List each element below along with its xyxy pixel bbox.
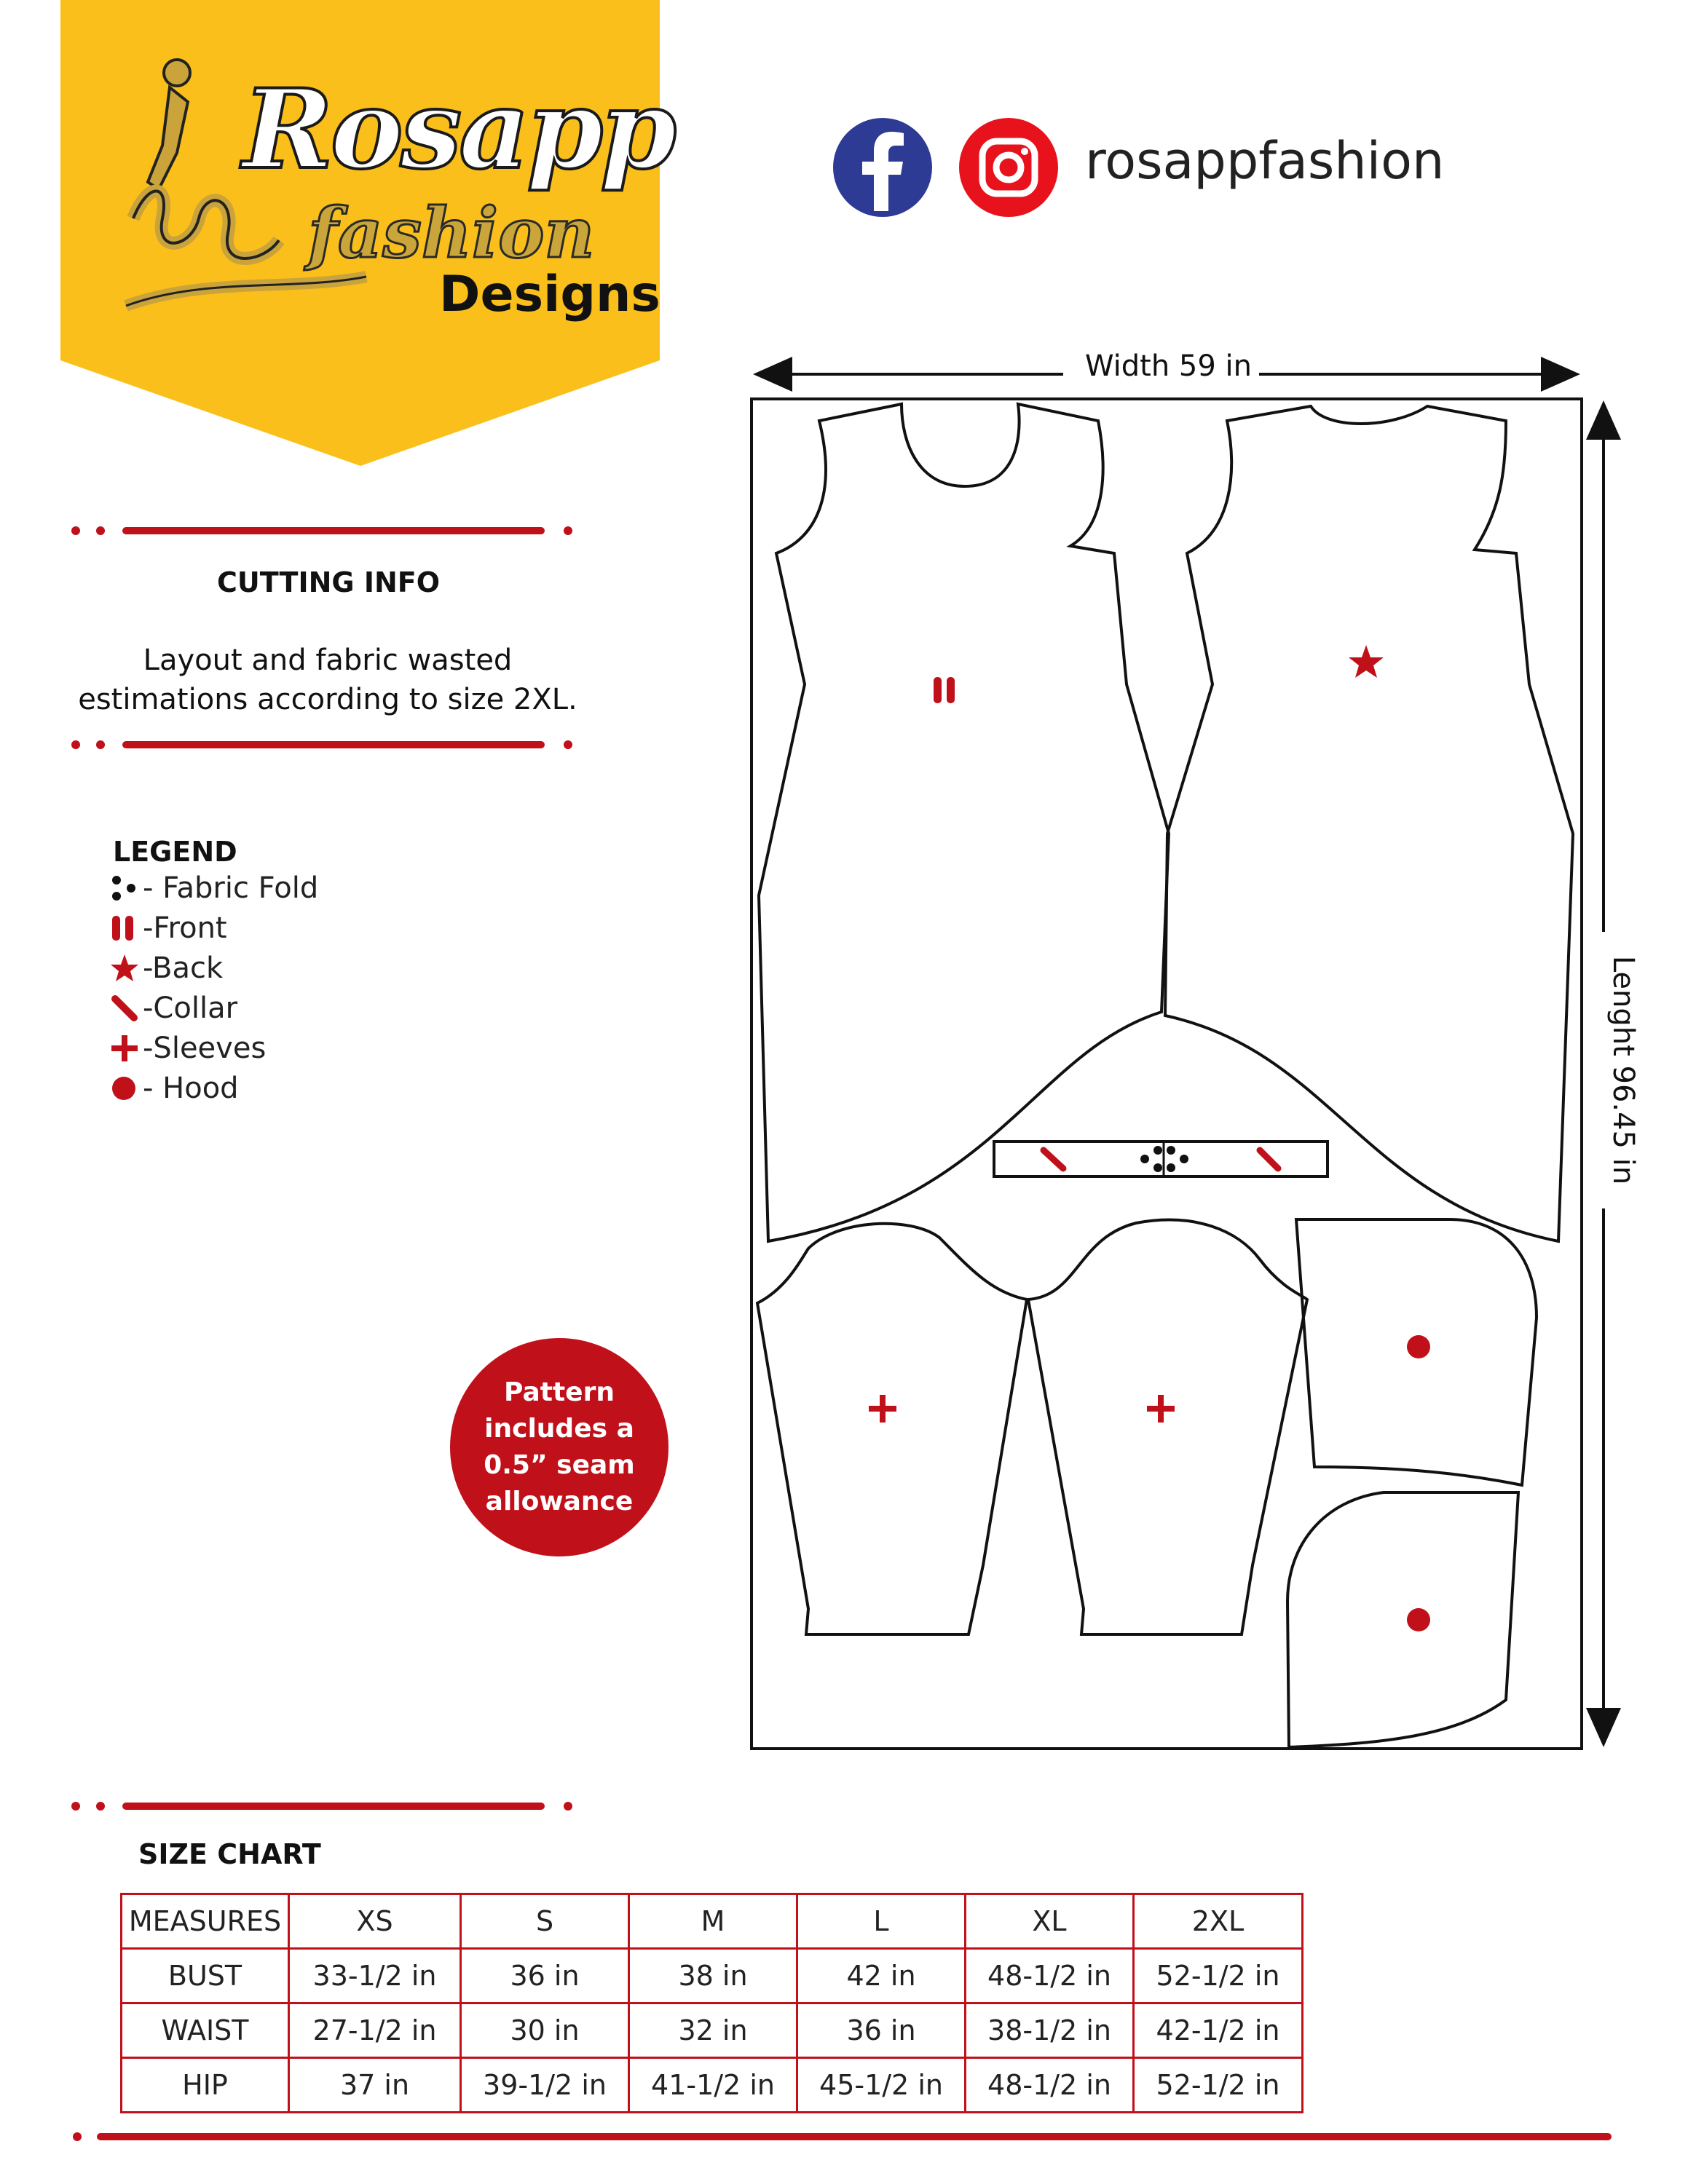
divider-footer (71, 2132, 1615, 2142)
social-handle[interactable]: rosappfashion (1085, 131, 1445, 191)
table-cell: 41-1/2 in (629, 2058, 797, 2113)
length-label: Lenght 96.45 in (1606, 949, 1640, 1192)
instagram-icon[interactable] (958, 116, 1060, 218)
cutting-info-line-2: estimations according to size 2XL. (78, 683, 577, 716)
front-marker-icon (934, 677, 955, 703)
size-chart-title: SIZE CHART (138, 1838, 321, 1870)
table-cell: 36 in (797, 2003, 966, 2058)
table-cell: BUST (122, 1949, 289, 2003)
table-header-cell: S (461, 1894, 629, 1949)
brand-banner (60, 0, 674, 466)
seam-allowance-text: Pattern includes a 0.5” seam allowance (484, 1377, 635, 1516)
table-cell: 30 in (461, 2003, 629, 2058)
table-cell: 38 in (629, 1949, 797, 2003)
logo-script-text: Rosapp (242, 66, 674, 194)
table-cell: 38-1/2 in (966, 2003, 1134, 2058)
legend-item-hood (109, 1068, 239, 1108)
legend-label: -Front (143, 911, 227, 945)
sleeve-marker-icon (1147, 1395, 1175, 1423)
table-cell: 39-1/2 in (461, 2058, 629, 2113)
legend-label: -Back (143, 951, 224, 985)
table-cell: 48-1/2 in (966, 1949, 1134, 2003)
back-star-icon (109, 953, 140, 984)
legend-label: - Fabric Fold (143, 871, 319, 905)
table-cell: 37 in (289, 2058, 461, 2113)
collar-icon (109, 993, 140, 1024)
hood-piece-bottom (1287, 1492, 1518, 1747)
table-header-cell: L (797, 1894, 966, 1949)
table-header-cell: M (629, 1894, 797, 1949)
divider-size-chart (71, 1801, 574, 1811)
front-piece (759, 404, 1169, 1241)
divider-bottom (71, 740, 574, 750)
facebook-icon[interactable] (832, 116, 934, 218)
pattern-layout-diagram (743, 349, 1631, 1754)
back-piece (1165, 406, 1573, 1241)
table-cell: HIP (122, 2058, 289, 2113)
table-cell: 32 in (629, 2003, 797, 2058)
sleeves-plus-icon (109, 1033, 140, 1064)
table-header-row (122, 1894, 1303, 1949)
table-row (122, 2003, 1303, 2058)
fabric-fold-marker-icon (1140, 1142, 1188, 1176)
cutting-info-title: CUTTING INFO (217, 566, 441, 598)
table-cell: 27-1/2 in (289, 2003, 461, 2058)
sleeve-left (757, 1224, 1027, 1634)
collar-marker-icon (1044, 1150, 1063, 1168)
hood-marker-icon (1407, 1335, 1430, 1358)
collar-marker-icon (1260, 1150, 1278, 1168)
hood-dot-icon (109, 1073, 140, 1104)
back-marker-icon (1349, 645, 1384, 678)
width-label: Width 59 in (1078, 349, 1259, 383)
logo-designs-text: Designs (439, 266, 660, 323)
hood-marker-icon (1407, 1608, 1430, 1631)
table-cell: WAIST (122, 2003, 289, 2058)
table-cell: 52-1/2 in (1134, 2058, 1303, 2113)
table-header-cell: XL (966, 1894, 1134, 1949)
legend-item-collar (109, 988, 237, 1028)
legend-item-front (109, 908, 227, 948)
legend-item-fabric-fold (109, 868, 318, 908)
cutting-info-text (73, 641, 583, 719)
table-cell: 45-1/2 in (797, 2058, 966, 2113)
table-header-cell: XS (289, 1894, 461, 1949)
table-cell: 52-1/2 in (1134, 1949, 1303, 2003)
seam-allowance-badge (450, 1338, 669, 1556)
table-row (122, 2058, 1303, 2113)
table-cell: 33-1/2 in (289, 1949, 461, 2003)
divider-top (71, 526, 574, 536)
front-icon (109, 913, 140, 943)
legend-label: - Hood (143, 1071, 239, 1105)
table-header-cell: 2XL (1134, 1894, 1303, 1949)
legend-label: -Sleeves (143, 1031, 267, 1065)
legend-item-sleeves (109, 1028, 266, 1068)
table-cell: 48-1/2 in (966, 2058, 1134, 2113)
cutting-info-line-1: Layout and fabric wasted (143, 644, 513, 677)
table-row (122, 1949, 1303, 2003)
sleeve-right (1028, 1220, 1307, 1634)
legend-label: -Collar (143, 991, 238, 1025)
sleeve-marker-icon (869, 1395, 896, 1423)
fabric-fold-icon (109, 873, 140, 903)
fabric-outline (752, 399, 1582, 1749)
table-header-cell: MEASURES (122, 1894, 289, 1949)
logo-fashion-text: fashion (308, 193, 595, 274)
size-chart-table (120, 1893, 1304, 2113)
table-cell: 42 in (797, 1949, 966, 2003)
legend-title: LEGEND (113, 836, 237, 868)
table-cell: 42-1/2 in (1134, 2003, 1303, 2058)
legend-item-back (109, 948, 223, 988)
table-cell: 36 in (461, 1949, 629, 2003)
